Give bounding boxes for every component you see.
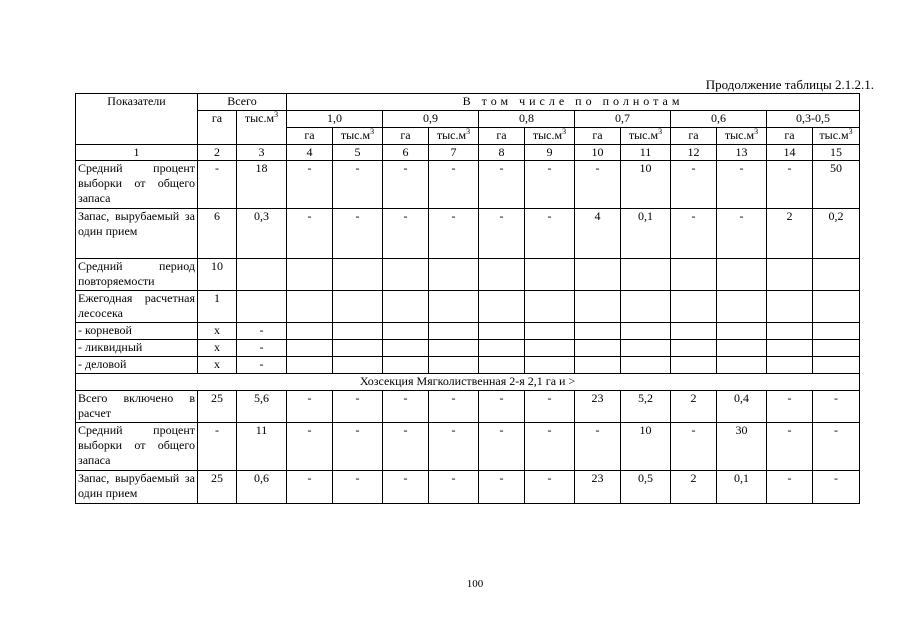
unit-ha: га	[575, 128, 621, 145]
column-number: 6	[383, 145, 429, 161]
row-value: -	[525, 471, 575, 504]
section-title: Хозсекция Мягколиственная 2-я 2,1 га и >	[76, 374, 860, 391]
row-value: -	[813, 423, 860, 471]
row-value: 1	[198, 291, 237, 323]
header-density: 0,7	[575, 111, 671, 128]
column-number: 1	[76, 145, 198, 161]
row-value: -	[525, 161, 575, 209]
unit-thous: $тыс.м^3$	[717, 128, 767, 145]
row-value: -	[767, 471, 813, 504]
row-value	[813, 259, 860, 291]
row-value	[237, 259, 287, 291]
row-value: -	[767, 391, 813, 423]
row-value: 25	[198, 391, 237, 423]
row-label: - корневой	[76, 323, 198, 340]
row-value	[383, 357, 429, 374]
row-value: 10	[198, 259, 237, 291]
row-value	[525, 357, 575, 374]
row-value	[333, 357, 383, 374]
row-value: -	[287, 423, 333, 471]
row-value: 23	[575, 391, 621, 423]
row-value: -	[479, 391, 525, 423]
row-value	[429, 323, 479, 340]
row-value: -	[287, 391, 333, 423]
row-value: 0,4	[717, 391, 767, 423]
row-value: 2	[671, 391, 717, 423]
header-density: 1,0	[287, 111, 383, 128]
row-label: Средний процент выборки от общего запаса	[76, 161, 198, 209]
column-number: 4	[287, 145, 333, 161]
row-value: 0,1	[717, 471, 767, 504]
data-table	[75, 93, 860, 504]
row-value	[621, 323, 671, 340]
row-value: -	[333, 161, 383, 209]
column-number: 7	[429, 145, 479, 161]
table-caption: Продолжение таблицы 2.1.2.1.	[705, 77, 874, 92]
row-value: 23	[575, 471, 621, 504]
row-value: -	[287, 161, 333, 209]
row-value: -	[479, 209, 525, 259]
row-value: -	[333, 423, 383, 471]
table-row	[76, 357, 860, 374]
row-value	[621, 291, 671, 323]
table-row	[76, 471, 860, 504]
row-value	[429, 357, 479, 374]
header-total-ha: га	[198, 111, 237, 145]
header-indicators: Показатели	[76, 94, 198, 145]
row-value	[813, 291, 860, 323]
row-value	[429, 340, 479, 357]
row-value	[525, 259, 575, 291]
row-value	[813, 323, 860, 340]
row-value	[671, 357, 717, 374]
header-density: 0,9	[383, 111, 479, 128]
row-value	[429, 291, 479, 323]
row-value: -	[237, 340, 287, 357]
row-value: -	[717, 209, 767, 259]
row-value	[717, 340, 767, 357]
row-value	[525, 291, 575, 323]
row-value: -	[383, 391, 429, 423]
row-value: 4	[575, 209, 621, 259]
unit-ha: га	[479, 128, 525, 145]
row-value	[287, 259, 333, 291]
row-value: 6	[198, 209, 237, 259]
row-label: Средний процент выборки от общего запаса	[76, 423, 198, 471]
table-row	[76, 323, 860, 340]
row-value: -	[429, 391, 479, 423]
table-row	[76, 291, 860, 323]
column-number: 12	[671, 145, 717, 161]
table-row	[76, 340, 860, 357]
row-label: - ликвидный	[76, 340, 198, 357]
row-value: 2	[767, 209, 813, 259]
row-value: 0,5	[621, 471, 671, 504]
row-value	[287, 357, 333, 374]
unit-ha: га	[767, 128, 813, 145]
row-value	[479, 340, 525, 357]
header-including: В том числе по полнотам	[287, 94, 860, 111]
row-value: 11	[237, 423, 287, 471]
row-value	[237, 291, 287, 323]
row-value: 0,6	[237, 471, 287, 504]
row-value	[479, 323, 525, 340]
row-value	[479, 357, 525, 374]
row-value: -	[237, 357, 287, 374]
row-label: Запас, вырубаемый за один прием	[76, 209, 198, 259]
column-number: 8	[479, 145, 525, 161]
table-row	[76, 423, 860, 471]
row-value	[383, 259, 429, 291]
row-value	[717, 323, 767, 340]
unit-ha: га	[383, 128, 429, 145]
row-value	[333, 259, 383, 291]
row-value	[767, 323, 813, 340]
row-value	[717, 357, 767, 374]
table-row	[76, 161, 860, 209]
header-density: 0,8	[479, 111, 575, 128]
row-value	[525, 323, 575, 340]
unit-thous: $тыс.м^3$	[429, 128, 479, 145]
row-value: -	[333, 391, 383, 423]
row-value	[671, 259, 717, 291]
row-value	[621, 357, 671, 374]
row-value: -	[479, 161, 525, 209]
row-value: -	[333, 209, 383, 259]
section-row	[76, 374, 860, 391]
page-number: 100	[466, 578, 484, 590]
row-value: -	[813, 391, 860, 423]
unit-thous: $тыс.м^3$	[333, 128, 383, 145]
row-value: -	[429, 209, 479, 259]
row-value: 5,6	[237, 391, 287, 423]
row-label: Ежегодная расчетная лесосека	[76, 291, 198, 323]
row-value: x	[198, 323, 237, 340]
row-value: -	[575, 161, 621, 209]
row-value	[575, 340, 621, 357]
row-value	[575, 323, 621, 340]
table-row	[76, 209, 860, 259]
row-value: -	[575, 423, 621, 471]
row-value	[767, 340, 813, 357]
row-value: -	[813, 471, 860, 504]
table-row	[76, 259, 860, 291]
row-value: -	[287, 471, 333, 504]
row-value: -	[429, 161, 479, 209]
row-value: 18	[237, 161, 287, 209]
row-value: 30	[717, 423, 767, 471]
row-label: - деловой	[76, 357, 198, 374]
column-number: 14	[767, 145, 813, 161]
row-value	[479, 291, 525, 323]
row-value: -	[767, 161, 813, 209]
unit-thous: $тыс.м^3$	[525, 128, 575, 145]
row-value: 10	[621, 423, 671, 471]
header-total-thous: $тыс.м^3$	[237, 111, 287, 145]
row-value: 0,2	[813, 209, 860, 259]
unit-thous: $тыс.м^3$	[621, 128, 671, 145]
row-value	[575, 259, 621, 291]
column-number: 5	[333, 145, 383, 161]
row-value: 0,1	[621, 209, 671, 259]
row-value	[287, 291, 333, 323]
row-value	[717, 259, 767, 291]
row-value	[621, 340, 671, 357]
row-value: -	[717, 161, 767, 209]
column-number: 3	[237, 145, 287, 161]
unit-ha: га	[287, 128, 333, 145]
row-value	[287, 340, 333, 357]
row-value: -	[525, 209, 575, 259]
column-number: 2	[198, 145, 237, 161]
row-value	[767, 259, 813, 291]
row-value: 50	[813, 161, 860, 209]
header-density: 0,3-0,5	[767, 111, 860, 128]
row-value: -	[333, 471, 383, 504]
row-value	[575, 357, 621, 374]
row-value	[767, 357, 813, 374]
row-value: 2	[671, 471, 717, 504]
column-number: 9	[525, 145, 575, 161]
row-value: -	[429, 423, 479, 471]
row-value: -	[429, 471, 479, 504]
row-value	[383, 340, 429, 357]
row-value: x	[198, 357, 237, 374]
unit-thous: $тыс.м^3$	[813, 128, 860, 145]
row-value: -	[237, 323, 287, 340]
row-value: 0,3	[237, 209, 287, 259]
row-value: -	[479, 471, 525, 504]
row-value: -	[525, 391, 575, 423]
row-value: -	[671, 423, 717, 471]
row-value	[479, 259, 525, 291]
row-label: Всего включено в расчет	[76, 391, 198, 423]
row-value: -	[383, 209, 429, 259]
row-value	[717, 291, 767, 323]
row-value: -	[287, 209, 333, 259]
row-value: -	[479, 423, 525, 471]
row-value: -	[671, 161, 717, 209]
row-label: Средний период повторяемости	[76, 259, 198, 291]
row-value	[383, 291, 429, 323]
row-value	[671, 340, 717, 357]
row-value: x	[198, 340, 237, 357]
column-number: 11	[621, 145, 671, 161]
row-value	[333, 323, 383, 340]
column-number: 15	[813, 145, 860, 161]
row-value: -	[767, 423, 813, 471]
row-value	[429, 259, 479, 291]
row-value	[671, 291, 717, 323]
row-value: 25	[198, 471, 237, 504]
column-number: 10	[575, 145, 621, 161]
header-density: 0,6	[671, 111, 767, 128]
unit-ha: га	[671, 128, 717, 145]
row-value	[333, 291, 383, 323]
row-value: -	[383, 161, 429, 209]
row-value	[671, 323, 717, 340]
row-value: 5,2	[621, 391, 671, 423]
row-value	[287, 323, 333, 340]
row-value: -	[383, 471, 429, 504]
row-value	[621, 259, 671, 291]
row-value	[813, 340, 860, 357]
row-value	[813, 357, 860, 374]
row-value: -	[198, 161, 237, 209]
row-value: 10	[621, 161, 671, 209]
row-value	[525, 340, 575, 357]
row-value	[767, 291, 813, 323]
row-value	[575, 291, 621, 323]
row-value	[333, 340, 383, 357]
row-label: Запас, вырубаемый за один прием	[76, 471, 198, 504]
column-number: 13	[717, 145, 767, 161]
row-value: -	[671, 209, 717, 259]
row-value: -	[383, 423, 429, 471]
header-total: Всего	[198, 94, 287, 111]
table-row	[76, 391, 860, 423]
row-value: -	[198, 423, 237, 471]
row-value: -	[525, 423, 575, 471]
row-value	[383, 323, 429, 340]
